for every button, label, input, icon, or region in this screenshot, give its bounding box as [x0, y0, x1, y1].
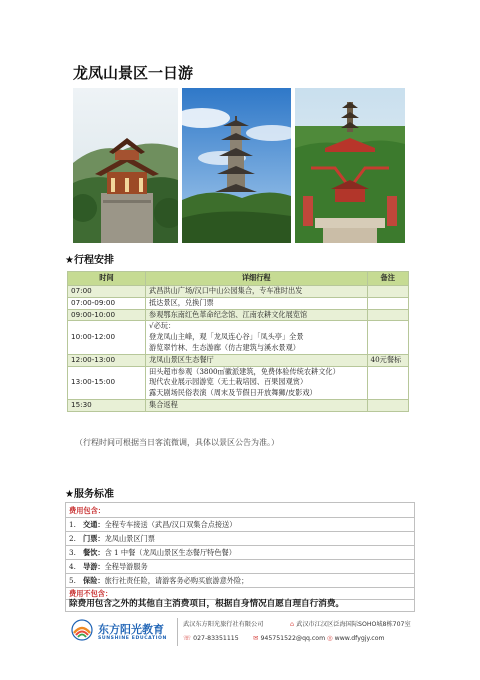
- divider: [66, 531, 414, 532]
- footer: [65, 614, 415, 650]
- detail-line: 参观鄂东南红色革命纪念馆、江南农耕文化展览馆: [149, 309, 308, 319]
- row-detail: [146, 309, 368, 321]
- excluded-label: 费用不包含：: [69, 589, 113, 598]
- col-header-time: 时间: [68, 272, 146, 286]
- table-row: [68, 354, 409, 366]
- divider: [66, 573, 414, 574]
- photo-pagoda: [182, 88, 291, 243]
- item-key: 门票：: [83, 534, 105, 543]
- item-number: 3.: [69, 548, 76, 557]
- detail-line: 游览翠竹林、生态游廊（仿古建筑与溪水景观）: [149, 342, 300, 352]
- brand-name: 东方阳光教育: [98, 623, 164, 636]
- photo-temple-aerial: [295, 88, 405, 243]
- list-item: [69, 547, 236, 558]
- email-text[interactable]: 945751522@qq.com: [260, 635, 326, 642]
- excluded-text: 除费用包含之外的其他自主消费项目，根据自身情况自愿自理自行消费。: [69, 599, 345, 609]
- address-info: [290, 619, 411, 628]
- row-time: 13:00-15:00: [68, 366, 146, 399]
- photo-pavilion: [73, 88, 178, 243]
- row-note: [367, 366, 409, 399]
- row-note: [367, 297, 409, 309]
- list-item: [69, 575, 248, 586]
- divider: [177, 618, 178, 646]
- itinerary-table: [67, 271, 409, 412]
- brand-name-en: SUNSHINE EDUCATION: [98, 636, 167, 641]
- row-time: 10:00-12:00: [68, 321, 146, 354]
- row-detail: [146, 399, 368, 411]
- globe-icon: ◎: [327, 634, 333, 642]
- included-label: 费用包含：: [69, 506, 105, 515]
- list-item: [69, 561, 148, 572]
- item-text: 全程导游服务: [104, 562, 148, 571]
- itinerary-footnote: （行程时间可根据当日客流微调，具体以景区公告为准。）: [75, 438, 279, 447]
- col-header-note: 备注: [367, 272, 409, 286]
- item-text: 龙凤山景区门票: [104, 534, 155, 543]
- email-info: [253, 634, 325, 642]
- sun-logo-icon: [71, 619, 93, 641]
- detail-line: 田头超市参观（3800㎡徽派建筑，免费体验传统农耕文化）: [149, 366, 340, 376]
- item-key: 导游：: [83, 562, 105, 571]
- list-item: [69, 533, 155, 544]
- itinerary-heading: ★行程安排: [65, 255, 114, 266]
- col-header-details: 详细行程: [146, 272, 368, 286]
- service-box: [65, 502, 415, 612]
- item-key: 交通：: [83, 520, 105, 529]
- row-time: 09:00-10:00: [68, 309, 146, 321]
- page-title: 龙凤山景区一日游: [73, 64, 194, 82]
- detail-line: 龙凤山景区生态餐厅: [149, 354, 214, 364]
- table-row: [68, 321, 409, 354]
- row-detail: [146, 354, 368, 366]
- row-note: 40元餐标: [367, 354, 409, 366]
- item-number: 1.: [69, 520, 76, 529]
- detail-line: 登龙凤山主峰，观「龙凤连心谷」「凤头亭」全景: [149, 332, 304, 342]
- row-time: 07:00: [68, 286, 146, 298]
- detail-line: 武昌洪山广场/汉口中山公园集合，专车准时出发: [149, 286, 303, 295]
- item-key: 餐饮：: [83, 548, 105, 557]
- phone-info: [183, 634, 239, 642]
- detail-line: 抵达景区，兑换门票: [149, 297, 214, 307]
- item-text: 旅行社责任险，请游客务必购买旅游意外险；: [104, 576, 249, 585]
- table-row: [68, 309, 409, 321]
- phone-icon: ☏: [183, 634, 192, 642]
- row-note: [367, 286, 409, 298]
- table-row: [68, 399, 409, 411]
- row-note: [367, 399, 409, 411]
- row-note: [367, 321, 409, 354]
- table-row: [68, 366, 409, 399]
- divider: [66, 587, 414, 588]
- row-detail: [146, 286, 368, 298]
- detail-line: √必玩：: [149, 321, 176, 331]
- item-number: 4.: [69, 562, 76, 571]
- table-row: [68, 297, 409, 309]
- service-heading: ★服务标准: [65, 489, 114, 500]
- row-time: 15:30: [68, 399, 146, 411]
- item-number: 5.: [69, 576, 76, 585]
- item-text: 全程专车接送（武昌/汉口双集合点接送）: [104, 520, 237, 529]
- detail-line: 集合返程: [149, 399, 178, 409]
- company-name: 武汉东方阳光旅行社有限公司: [183, 621, 264, 628]
- row-time: 07:00-09:00: [68, 297, 146, 309]
- row-detail: [146, 321, 368, 354]
- website-link[interactable]: www.dfygjy.com: [334, 635, 385, 642]
- item-text: 含 1 中餐（龙凤山景区生态餐厅特色餐）: [104, 548, 236, 557]
- address-text: 武汉市江汉区泛海国际SOHO城8栋707室: [296, 621, 411, 628]
- company-info: [183, 619, 263, 628]
- detail-line: 现代农业展示园游览（无土栽培园、百果园观赏）: [149, 377, 308, 387]
- divider: [66, 559, 414, 560]
- item-number: 2.: [69, 534, 76, 543]
- row-time: 12:00-13:00: [68, 354, 146, 366]
- row-note: [367, 309, 409, 321]
- location-icon: ⌂: [290, 620, 295, 628]
- divider: [66, 545, 414, 546]
- item-key: 保险：: [83, 576, 105, 585]
- phone-text: 027-83351115: [193, 635, 239, 642]
- divider: [66, 517, 414, 518]
- table-row: [68, 286, 409, 298]
- row-detail: [146, 366, 368, 399]
- mail-icon: ✉: [253, 634, 259, 642]
- website-info: [327, 634, 385, 642]
- list-item: [69, 519, 236, 530]
- row-detail: [146, 297, 368, 309]
- detail-line: 露天剧场民俗表演（周末及节假日开放舞狮/皮影戏）: [149, 388, 317, 398]
